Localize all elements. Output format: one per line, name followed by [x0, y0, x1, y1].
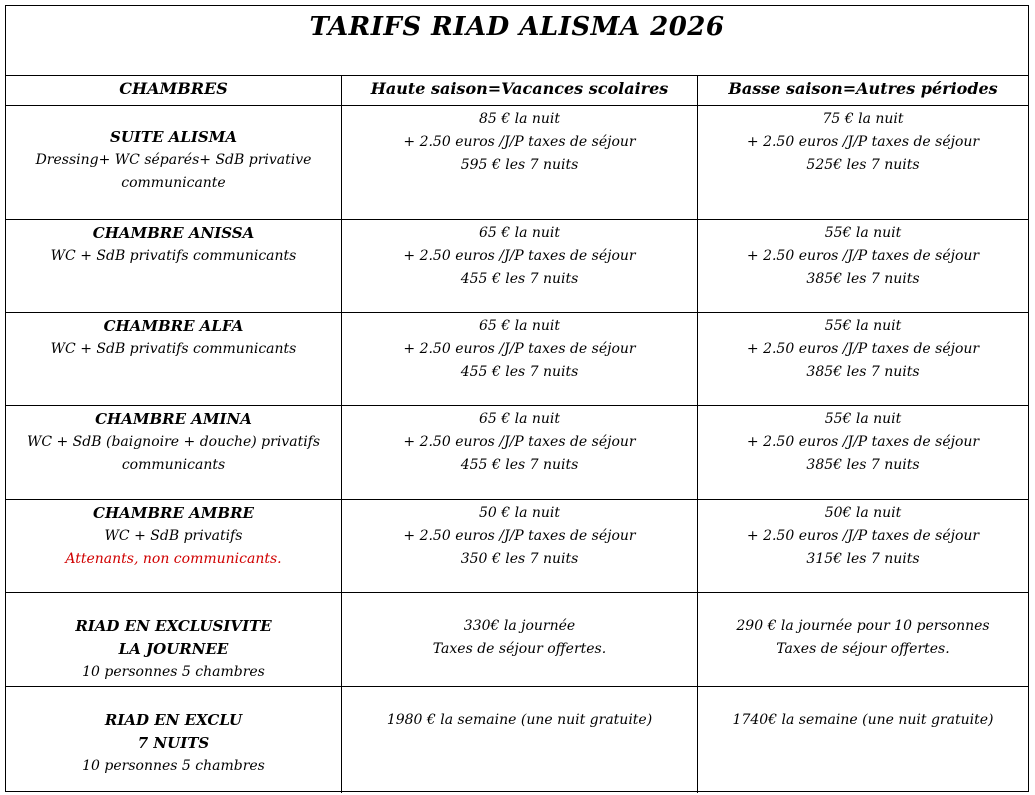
- low-season-price: Taxes de séjour offertes.: [776, 641, 950, 657]
- high-season-cell: [341, 313, 697, 405]
- low-season-price: 385€ les 7 nuits: [806, 364, 920, 380]
- high-season-cell: [341, 687, 697, 793]
- table-row: [6, 313, 1028, 406]
- room-name: SUITE ALISMA: [109, 128, 238, 146]
- high-season-cell: [341, 220, 697, 312]
- high-season-price: 455 € les 7 nuits: [460, 364, 579, 380]
- header-high-season: Haute saison=Vacances scolaires: [341, 76, 697, 105]
- low-season-price: + 2.50 euros /J/P taxes de séjour: [746, 341, 980, 357]
- high-season-price: + 2.50 euros /J/P taxes de séjour: [403, 434, 636, 450]
- low-season-price: 525€ les 7 nuits: [806, 157, 920, 173]
- room-name: 7 NUITS: [137, 734, 210, 752]
- room-description: WC + SdB privatifs communicants: [50, 248, 297, 264]
- high-season-price: 350 € les 7 nuits: [460, 551, 579, 567]
- low-season-price: 55€ la nuit: [824, 318, 902, 334]
- low-season-cell: [697, 500, 1028, 592]
- table-row: [6, 106, 1028, 220]
- high-season-price: 50 € la nuit: [478, 505, 561, 521]
- low-season-price: 55€ la nuit: [824, 225, 902, 241]
- room-description: WC + SdB privatifs communicants: [50, 341, 297, 357]
- low-season-cell: [697, 687, 1028, 793]
- price-table: [5, 5, 1029, 792]
- room-description: communicants: [121, 457, 226, 473]
- room-cell: [6, 406, 341, 499]
- header-row: [6, 76, 1028, 106]
- table-row: [6, 593, 1028, 687]
- room-name: RIAD EN EXCLU: [104, 711, 243, 729]
- low-season-price: 50€ la nuit: [824, 505, 902, 521]
- low-season-price: 290 € la journée pour 10 personnes: [736, 618, 990, 634]
- high-season-price: + 2.50 euros /J/P taxes de séjour: [403, 341, 636, 357]
- low-season-price: 385€ les 7 nuits: [806, 271, 920, 287]
- high-season-price: 1980 € la semaine (une nuit gratuite): [386, 712, 653, 728]
- room-description: communicante: [121, 175, 226, 191]
- table-row: [6, 687, 1028, 793]
- room-description: 10 personnes 5 chambres: [82, 664, 265, 680]
- room-cell: [6, 106, 341, 219]
- high-season-cell: [341, 500, 697, 592]
- low-season-cell: [697, 220, 1028, 312]
- room-name: LA JOURNEE: [118, 640, 229, 658]
- high-season-price: + 2.50 euros /J/P taxes de séjour: [403, 248, 636, 264]
- room-cell: [6, 500, 341, 592]
- room-description: WC + SdB (baignoire + douche) privatifs: [26, 434, 321, 450]
- room-name: CHAMBRE AMINA: [95, 410, 252, 428]
- high-season-cell: [341, 593, 697, 686]
- low-season-cell: [697, 593, 1028, 686]
- high-season-price: 455 € les 7 nuits: [460, 271, 579, 287]
- high-season-price: 65 € la nuit: [478, 225, 561, 241]
- low-season-price: 55€ la nuit: [824, 411, 902, 427]
- room-name: CHAMBRE ALFA: [103, 317, 244, 335]
- table-row: [6, 406, 1028, 500]
- low-season-price: + 2.50 euros /J/P taxes de séjour: [746, 134, 980, 150]
- room-cell: [6, 593, 341, 686]
- low-season-price: + 2.50 euros /J/P taxes de séjour: [746, 248, 980, 264]
- table-row: [6, 220, 1028, 313]
- room-description: 10 personnes 5 chambres: [82, 758, 265, 774]
- room-name: CHAMBRE ANISSA: [92, 224, 255, 242]
- table-row: [6, 500, 1028, 593]
- low-season-price: 385€ les 7 nuits: [806, 457, 920, 473]
- high-season-price: 330€ la journée: [463, 618, 576, 634]
- room-cell: [6, 220, 341, 312]
- low-season-cell: [697, 313, 1028, 405]
- title-row: [6, 6, 1028, 76]
- high-season-price: 455 € les 7 nuits: [460, 457, 579, 473]
- room-cell: [6, 313, 341, 405]
- low-season-price: + 2.50 euros /J/P taxes de séjour: [746, 528, 980, 544]
- room-cell: [6, 687, 341, 793]
- high-season-price: + 2.50 euros /J/P taxes de séjour: [403, 134, 636, 150]
- room-note: Attenants, non communicants.: [65, 551, 282, 567]
- header-rooms: CHAMBRES: [119, 79, 228, 98]
- room-description: Dressing+ WC séparés+ SdB privative: [35, 152, 312, 168]
- room-name: CHAMBRE AMBRE: [93, 504, 254, 522]
- high-season-cell: [341, 106, 697, 219]
- high-season-cell: [341, 406, 697, 499]
- header-low-season: Basse saison=Autres périodes: [697, 76, 1028, 105]
- high-season-price: Taxes de séjour offertes.: [432, 641, 607, 657]
- page-title: TARIFS RIAD ALISMA 2026: [309, 12, 725, 42]
- low-season-price: 75 € la nuit: [822, 111, 904, 127]
- low-season-price: + 2.50 euros /J/P taxes de séjour: [746, 434, 980, 450]
- high-season-price: 85 € la nuit: [478, 111, 561, 127]
- room-name: RIAD EN EXCLUSIVITE: [75, 617, 272, 635]
- low-season-cell: [697, 106, 1028, 219]
- low-season-price: 1740€ la semaine (une nuit gratuite): [732, 712, 994, 728]
- high-season-price: 65 € la nuit: [478, 318, 561, 334]
- high-season-price: 595 € les 7 nuits: [460, 157, 579, 173]
- low-season-price: 315€ les 7 nuits: [806, 551, 920, 567]
- high-season-price: 65 € la nuit: [478, 411, 561, 427]
- room-description: WC + SdB privatifs: [104, 528, 243, 544]
- high-season-price: + 2.50 euros /J/P taxes de séjour: [403, 528, 636, 544]
- low-season-cell: [697, 406, 1028, 499]
